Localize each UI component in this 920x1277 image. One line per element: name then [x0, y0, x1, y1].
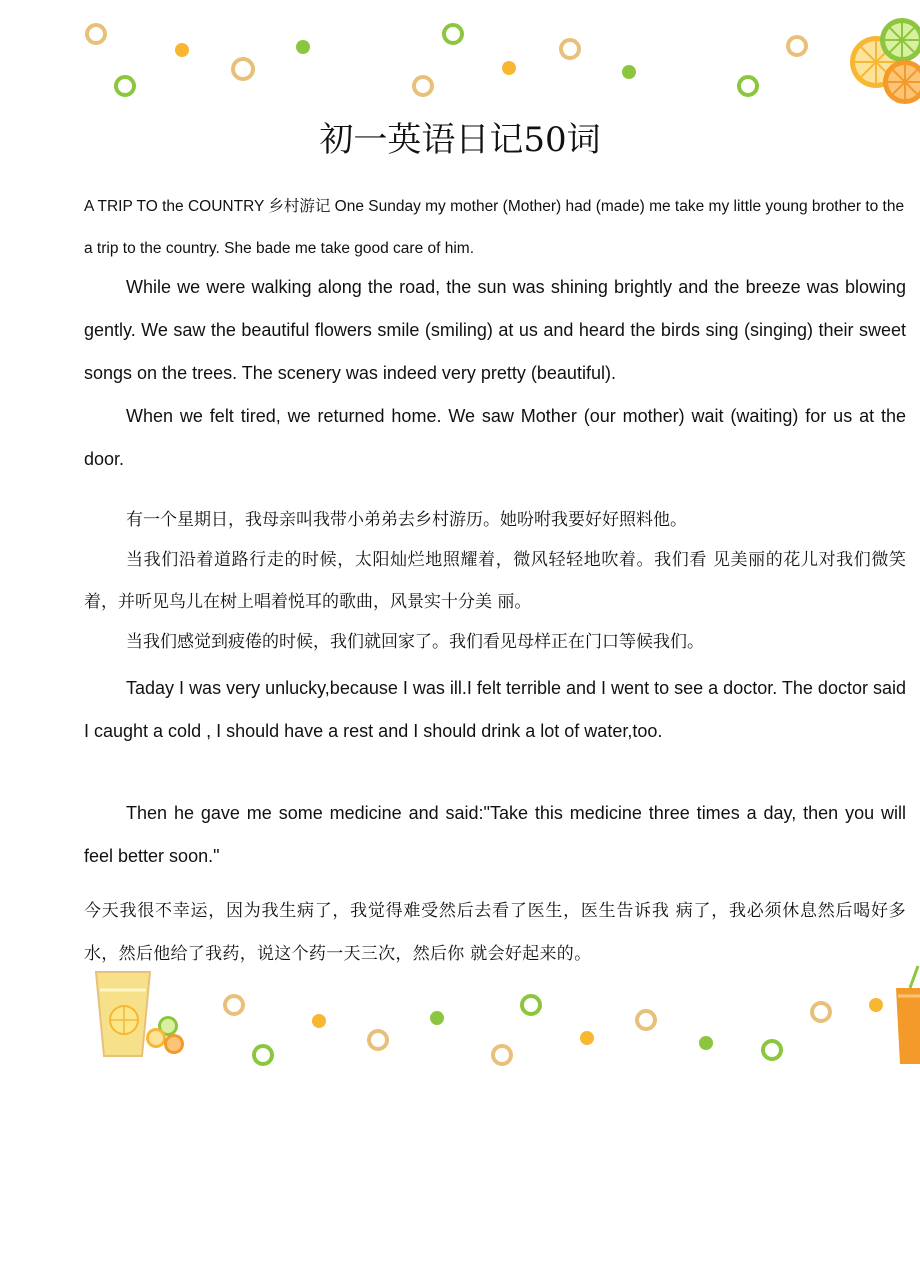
english-paragraph-ill: Taday I was very unlucky,because I was ill.I felt terrible and I went to see a doctor. The doctor said I caught a cold , I should have a rest and I should drink a lot of water,too.: [84, 678, 906, 741]
bottom-decoration: [0, 960, 920, 1070]
chinese-paragraph-return: 当我们感觉到疲倦的时候，我们就回家了。我们看见母样正在门口等候我们。: [126, 632, 704, 652]
page-title: 初一英语日记50词: [319, 120, 601, 160]
orange-juice-glass-icon: [896, 966, 920, 1064]
english-paragraph-walk: While we were walking along the road, the sun was shining brightly and the breeze was blowing gently. We saw the beautiful flowers smile (smiling) at us and heard the birds sing (singing) their sweet songs on the trees. The scenery was indeed very pretty (beautiful).: [84, 277, 906, 383]
english-paragraph-return: When we felt tired, we returned home. We saw Mother (our mother) wait (waiting) for us at the door.: [84, 406, 906, 469]
chinese-paragraph-walk: 当我们沿着道路行走的时候，太阳灿烂地照耀着，微风轻轻地吹着。我们看 见美丽的花儿对我们微笑着，并听见鸟儿在树上唱着悦耳的歌曲，风景实十分美 丽。: [84, 550, 906, 612]
chinese-paragraph-ill: 今天我很不幸运，因为我生病了，我觉得难受然后去看了医生，医生告诉我 病了，我必须休息然后喝好多水，然后他给了我药，说这个药一天三次，然后你 就会好起来的。: [84, 901, 906, 964]
confetti-dots: [87, 25, 806, 95]
english-paragraph-medicine: Then he gave me some medicine and said:"Take this medicine three times a day, then you will feel better soon.": [84, 803, 906, 866]
intro-paragraph: A TRIP TO the COUNTRY 乡村游记 One Sunday my mother (Mother) had (made) me take my little young brother to the a trip to the country. She bade me take good care of him.: [84, 198, 905, 257]
chinese-paragraph-sunday: 有一个星期日，我母亲叫我带小弟弟去乡村游历。她吩咐我要好好照料他。: [126, 510, 687, 530]
lemonade-glass-icon: [96, 972, 184, 1056]
top-decoration: [0, 0, 920, 115]
citrus-slices-icon: [850, 18, 920, 104]
confetti-dots: [225, 996, 883, 1064]
